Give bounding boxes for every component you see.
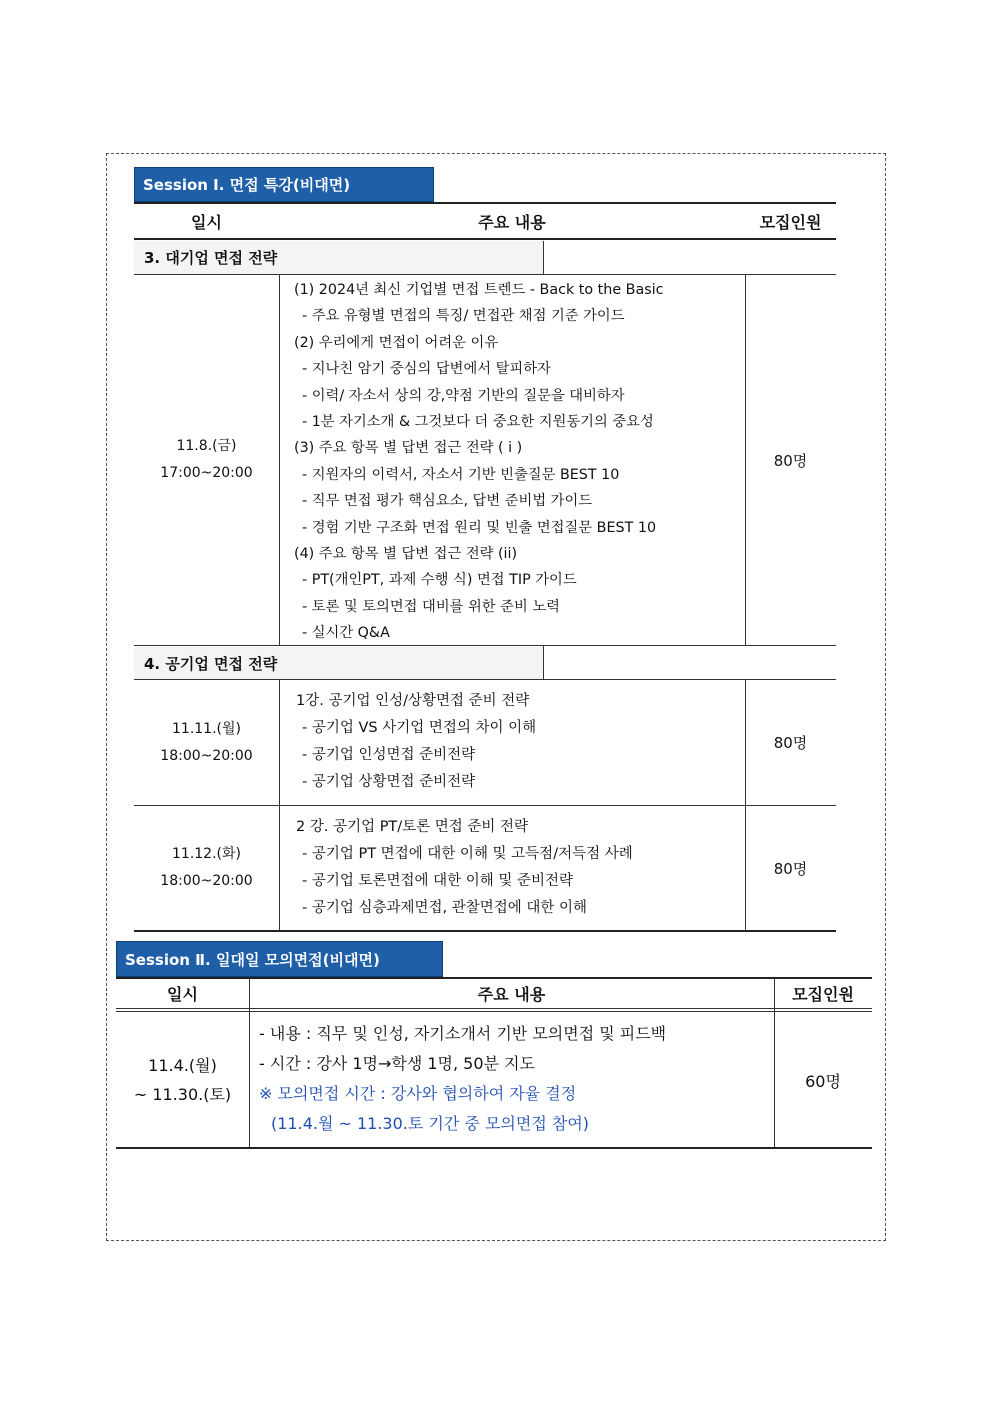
row-time: 17:00~20:00: [160, 465, 253, 481]
content-line: 1강. 공기업 인성/상황면접 준비 전략: [296, 693, 530, 709]
s2-bottom-rule: [116, 1147, 872, 1149]
s1-header-bottom-rule: [134, 238, 836, 240]
s2-header-content: 주요 내용: [477, 985, 546, 1004]
content-line: - PT(개인PT, 과제 수행 식) 면접 TIP 가이드: [302, 572, 577, 589]
row-time: 18:00~20:00: [160, 873, 253, 889]
row-count-public-1: 80명: [773, 734, 808, 752]
row-date-public-2: [134, 806, 279, 930]
s2-row-count: 60명: [805, 1071, 841, 1091]
row-time: 18:00~20:00: [160, 747, 253, 764]
content-line: (2) 우리에게 면접이 어려운 이유: [294, 334, 499, 351]
row-date-large-corp: [134, 275, 279, 645]
row-date: 11.4.(월): [148, 1056, 217, 1075]
content-line: (4) 주요 항목 별 답변 접근 전략 (ii): [294, 546, 518, 563]
row-date: 11.11.(월): [172, 720, 241, 737]
content-line: - 이력/ 자소서 상의 강,약점 기반의 질문을 대비하자: [302, 387, 625, 404]
content-line: - 1분 자기소개 & 그것보다 더 중요한 지원동기의 중요성: [302, 414, 654, 431]
row-count-public-2: 80명: [773, 859, 808, 878]
row-date: 11.12.(화): [172, 846, 241, 862]
content-line: - 공기업 PT 면접에 대한 이해 및 고득점/저득점 사례: [302, 846, 633, 862]
content-line: - 시간 : 강사 1명→학생 1명, 50분 지도: [259, 1054, 535, 1073]
section-title-large-corp: 3. 대기업 면접 전략: [134, 241, 543, 274]
content-line: - 경험 기반 구조화 면접 원리 및 빈출 면접질문 BEST 10: [302, 519, 657, 536]
note-line: ※ 모의면접 시간 : 강사와 협의하여 자율 결정: [259, 1084, 577, 1103]
s1-header-count: 모집인원: [759, 212, 822, 232]
content-line: (3) 주요 항목 별 답변 접근 전략 ( i ): [294, 440, 523, 457]
s1-col1-line: [279, 274, 280, 646]
content-line: - 공기업 토론면접에 대한 이해 및 준비전략: [302, 873, 574, 889]
content-line: - 직무 면접 평가 핵심요소, 답변 준비법 가이드: [302, 493, 593, 510]
s1-header-date: 일시: [191, 212, 222, 232]
section-title-public-corp: 4. 공기업 면접 전략: [134, 647, 543, 679]
content-line: 2 강. 공기업 PT/토론 면접 준비 전략: [296, 819, 529, 835]
row-time: ~ 11.30.(토): [133, 1085, 232, 1104]
content-lines-public-2: [296, 814, 633, 922]
content-line: - 지원자의 이력서, 자소서 기반 빈출질문 BEST 10: [302, 466, 620, 483]
content-line: - 공기업 상황면접 준비전략: [302, 774, 476, 790]
content-line: - 실시간 Q&A: [302, 625, 390, 642]
content-line: (1) 2024년 최신 기업별 면접 트렌드 - Back to the Basic: [294, 282, 664, 298]
content-line: - 지나친 암기 중심의 답변에서 탈피하자: [302, 361, 551, 378]
s2-header-rule-b: [116, 1011, 872, 1012]
s1-sec3-bottom-rule: [134, 645, 836, 646]
row-date-public-1: [134, 680, 279, 805]
content-line: - 주요 유형별 면접의 특징/ 면접관 채점 기준 가이드: [302, 308, 625, 325]
s2-content-lines: [259, 1019, 666, 1139]
s2-header-date: 일시: [167, 985, 198, 1004]
row-count-large-corp: 80명: [773, 451, 808, 470]
content-line: - 공기업 VS 사기업 면접의 차이 이해: [302, 720, 537, 736]
content-lines-large-corp: [294, 277, 664, 647]
s1-header-content: 주요 내용: [478, 212, 546, 232]
content-line: - 내용 : 직무 및 인성, 자기소개서 기반 모의면접 및 피드백: [259, 1024, 667, 1043]
s1-bottom-rule: [134, 930, 836, 932]
session1-tag: Session I. 면접 특강(비대면): [134, 167, 434, 202]
note-line: (11.4.월 ~ 11.30.토 기간 중 모의면접 참여): [271, 1114, 590, 1133]
s2-row-date: [116, 1013, 249, 1147]
s1-sec3-divider: [543, 241, 544, 274]
content-line: - 공기업 인성면접 준비전략: [302, 747, 476, 763]
s2-header-count: 모집인원: [792, 985, 854, 1004]
session2-tag: Session Ⅱ. 일대일 모의면접(비대면): [116, 941, 443, 977]
s2-header-rule-a: [116, 1008, 872, 1009]
content-lines-public-1: [296, 688, 536, 796]
content-line: - 토론 및 토의면접 대비를 위한 준비 노력: [302, 598, 560, 615]
s1-sec4-divider: [543, 646, 544, 679]
row-date: 11.8.(금): [176, 438, 237, 454]
content-line: - 공기업 심층과제면접, 관찰면접에 대한 이해: [302, 900, 588, 916]
